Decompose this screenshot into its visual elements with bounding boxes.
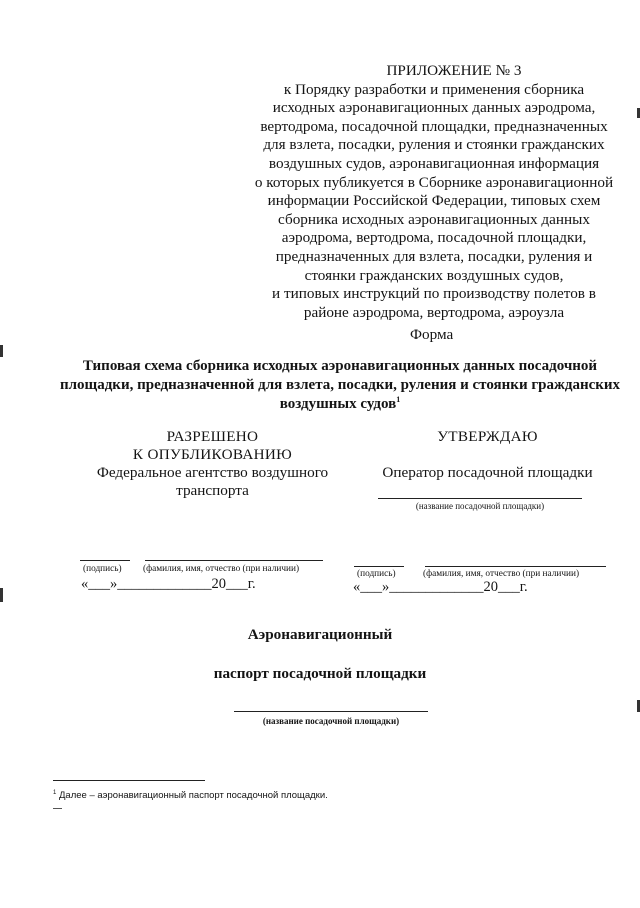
title-line: площадки, предназначенной для взлета, посадки, руления и стоянки гражданских [60,377,621,393]
footnote-mark: 1 [53,789,57,796]
appendix-line: предназначенных для взлета, посадки, руления и [275,247,593,265]
left-name-line [145,560,323,561]
left-name-caption: (фамилия, имя, отчество (при наличии) [143,564,300,574]
appendix-line: аэродрома, вертодрома, посадочной площадки, [281,229,587,247]
operator-name-caption: (название посадочной площадки) [415,501,545,511]
appendix-line: районе аэродрома, вертодрома, аэроузла [303,303,565,321]
appendix-line: стоянки гражданских воздушных судов, [304,266,564,284]
appendix-line: для взлета, посадки, руления и стоянки гражданских [263,136,605,154]
appendix-line: вертодрома, посадочной площадки, предназначенных [260,117,608,135]
operator-approval-block [370,428,605,482]
operator-label: Оператор посадочной площадки [382,464,593,481]
appendix-header [246,62,622,322]
scan-edge-mark [0,588,3,602]
footnote-dash [53,808,62,809]
appendix-line: сборника исходных аэронавигационных данных [278,210,590,228]
right-name-line [425,566,606,567]
operator-name-line [378,498,582,499]
appendix-line: воздушных судов, аэронавигационная информация [268,154,600,172]
right-date-field: «___»_____________20___г. [353,579,528,595]
pad-name-line [234,711,428,712]
footnote-rule [53,780,205,781]
scan-edge-mark [0,345,3,357]
left-signature-caption: (подпись) [83,564,122,574]
right-signature-line [354,566,404,567]
passport-title: Аэронавигационный [247,626,393,643]
appendix-number: ПРИЛОЖЕНИЕ № 3 [386,62,522,79]
agency-name: Федеральное агентство воздушного [96,464,329,481]
appendix-line: о которых публикуется в Сборнике аэронавигационной [254,173,614,191]
appendix-line: к Порядку разработки и применения сборника [283,80,585,98]
appendix-line: и типовых инструкций по производству полетов в [272,285,596,303]
stamp-to-publication: К ОПУБЛИКОВАНИЮ [132,446,293,463]
agency-name-cont: транспорта [176,482,249,499]
footnote [53,790,328,801]
title-footnote-mark: 1 [396,395,401,404]
document-title [60,357,620,414]
left-signature-line [80,560,130,561]
title-line: воздушных судов [279,396,397,412]
right-name-caption: (фамилия, имя, отчество (при наличии) [423,569,580,579]
stamp-approve: УТВЕРЖДАЮ [437,428,538,445]
publication-approval-block [70,428,355,500]
passport-subtitle: паспорт посадочной площадки [213,665,427,682]
title-line: Типовая схема сборника исходных аэронавигационных данных посадочной [82,358,598,374]
pad-name-caption: (название посадочной площадки) [262,716,400,726]
footnote-text: Далее – аэронавигационный паспорт посадочной площадки. [56,790,328,801]
right-signature-caption: (подпись) [357,569,396,579]
appendix-line: информации Российской Федерации, типовых схем [267,192,601,210]
left-date-field: «___»_____________20___г. [81,576,256,592]
appendix-line: исходных аэронавигационных данных аэродрома, [272,99,596,117]
form-label: Форма [410,326,454,343]
stamp-permitted: РАЗРЕШЕНО [166,428,259,445]
